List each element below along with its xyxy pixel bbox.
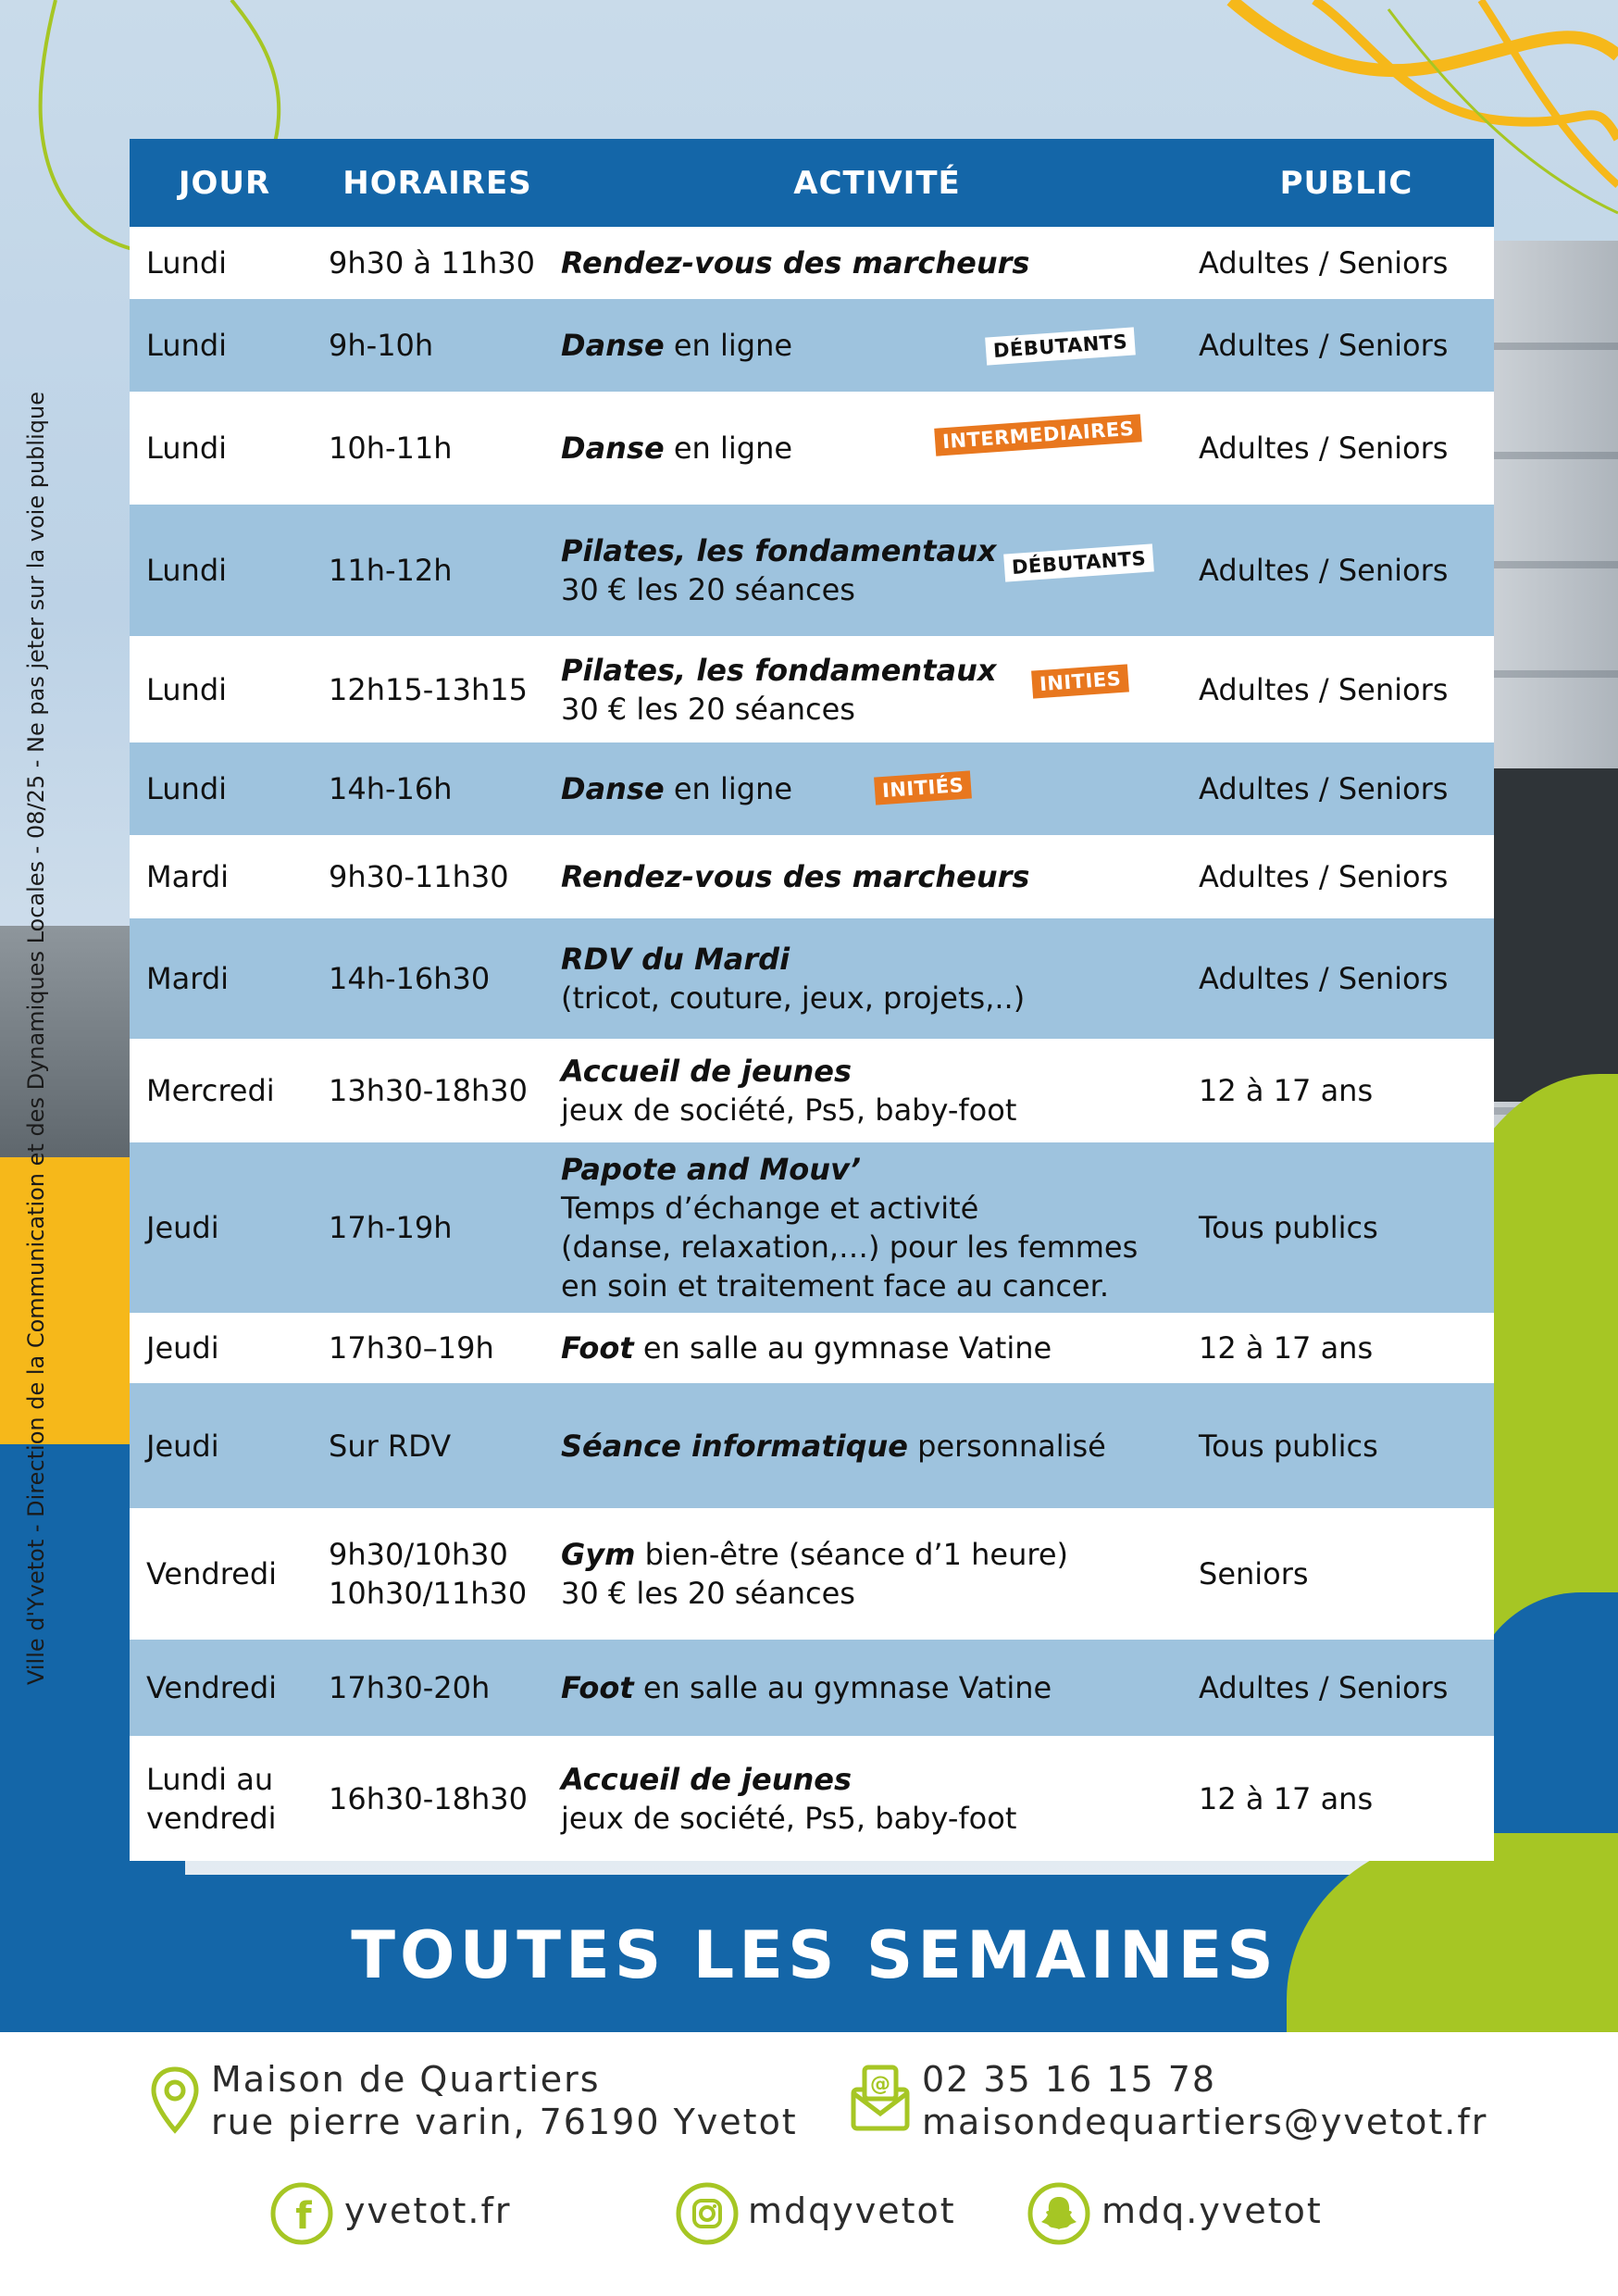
cell-public: Adultes / Seniors [1199, 771, 1449, 806]
cell-horaires [319, 551, 555, 590]
level-badge: DÉBUTANTS [1003, 543, 1154, 581]
horaire-line: 17h30–19h [329, 1330, 494, 1366]
activity-detail: jeux de société, Ps5, baby-foot [561, 1800, 1017, 1836]
table-row [130, 1508, 1494, 1640]
cell-public: Adultes / Seniors [1199, 859, 1449, 894]
cell-jour: Lundi [146, 553, 228, 588]
cell-activite [555, 1427, 1199, 1466]
header-jour: JOUR [178, 164, 271, 202]
activity-detail: jeux de société, Ps5, baby-foot [561, 1092, 1017, 1128]
facebook-icon [268, 2180, 335, 2247]
cell-jour: Mercredi [146, 1073, 275, 1108]
horaire-line: 13h30-18h30 [329, 1073, 528, 1108]
horaire-line: 14h-16h30 [329, 961, 491, 996]
activity-title: Rendez-vous des marcheurs [561, 859, 1030, 894]
horaire-line: 9h30-11h30 [329, 859, 509, 894]
cell-activite [555, 1668, 1199, 1707]
cell-jour: Lundi [146, 245, 228, 281]
header-horaires: HORAIRES [342, 164, 532, 202]
cell-jour: Lundi [146, 671, 228, 707]
mail-phone-icon [850, 2064, 911, 2132]
horaire-line: Sur RDV [329, 1428, 452, 1464]
activity-title: Gym [561, 1537, 636, 1572]
cell-public: Adultes / Seniors [1199, 671, 1449, 707]
cell-public: Adultes / Seniors [1199, 245, 1449, 281]
activity-detail: 30 € les 20 séances [561, 1576, 855, 1611]
level-badge: INITIES [1031, 664, 1129, 698]
level-badge: INITIÉS [874, 770, 972, 805]
address-name: Maison de Quartiers [211, 2059, 601, 2100]
svg-text:@: @ [870, 2073, 890, 2096]
horaire-line: 9h30/10h30 [329, 1537, 508, 1572]
cell-jour: Jeudi [146, 1330, 219, 1366]
table-body [130, 227, 1494, 1861]
cell-jour: Lundi au vendredi [146, 1761, 277, 1836]
cell-public: Adultes / Seniors [1199, 1670, 1449, 1705]
table-row [130, 636, 1494, 742]
horaire-line: 17h-19h [329, 1210, 453, 1245]
email-address[interactable]: maisondequartiers@yvetot.fr [922, 2102, 1488, 2142]
activity-title: Rendez-vous des marcheurs [561, 245, 1030, 281]
cell-horaires [319, 326, 555, 365]
cell-activite [555, 940, 1199, 1017]
table-row [130, 1313, 1494, 1383]
cell-jour: Mardi [146, 859, 230, 894]
cell-activite [555, 1150, 1199, 1305]
level-badge: INTERMEDIAIRES [934, 414, 1142, 456]
cell-activite [555, 1329, 1199, 1367]
cell-activite [555, 857, 1199, 896]
cell-horaires [319, 1668, 555, 1707]
cell-activite [555, 1052, 1199, 1129]
table-row [130, 1383, 1494, 1508]
horaire-line: 17h30-20h [329, 1670, 491, 1705]
activity-title: Accueil de jeunes [561, 1761, 853, 1797]
horaire-line: 9h-10h [329, 328, 434, 363]
header-activite: ACTIVITÉ [793, 164, 961, 202]
cell-activite [555, 1760, 1199, 1838]
cell-jour: Vendredi [146, 1556, 278, 1591]
cell-horaires [319, 1329, 555, 1367]
cell-jour: Lundi [146, 328, 228, 363]
building-shadow [1479, 768, 1618, 1102]
legal-notice: Ville d'Yvetot - Direction de la Communication et des Dynamiques Locales - 08/25 - Ne pas jeter sur la voie publique [23, 392, 49, 1685]
cell-horaires [319, 429, 555, 468]
cell-jour: Mardi [146, 961, 230, 996]
table-row [130, 227, 1494, 299]
cell-jour: Lundi [146, 771, 228, 806]
horaire-line: 12h15-13h15 [329, 671, 528, 707]
cell-public: Adultes / Seniors [1199, 553, 1449, 588]
activity-suffix: personnalisé [907, 1428, 1106, 1464]
activity-suffix: en ligne [664, 328, 793, 363]
cell-horaires [319, 959, 555, 998]
cell-horaires [319, 857, 555, 896]
cell-horaires [319, 769, 555, 808]
horaire-line: 10h30/11h30 [329, 1576, 528, 1611]
table-row [130, 1640, 1494, 1736]
cell-jour: Jeudi [146, 1428, 219, 1464]
activity-suffix: en salle au gymnase Vatine [633, 1330, 1052, 1366]
activity-title: Danse [561, 430, 665, 466]
cell-horaires [319, 1208, 555, 1247]
schedule-table [130, 139, 1494, 1861]
snapchat-handle[interactable]: mdq.yvetot [1101, 2190, 1323, 2231]
cell-public: Adultes / Seniors [1199, 328, 1449, 363]
cell-activite [555, 243, 1199, 282]
cell-horaires [319, 1779, 555, 1818]
table-row [130, 505, 1494, 636]
weekly-title: TOUTES LES SEMAINES [351, 1917, 1278, 1993]
cell-jour: Vendredi [146, 1670, 278, 1705]
cell-public: 12 à 17 ans [1199, 1330, 1374, 1366]
level-badge: DÉBUTANTS [985, 327, 1136, 365]
activity-suffix: en salle au gymnase Vatine [633, 1670, 1052, 1705]
location-pin-icon [150, 2065, 200, 2136]
table-row [130, 392, 1494, 505]
activity-title: Pilates, les fondamentaux [561, 533, 997, 568]
activity-suffix: en ligne [664, 771, 793, 806]
activity-title: Séance informatique [561, 1428, 908, 1464]
activity-title: Danse [561, 328, 665, 363]
table-row [130, 1736, 1494, 1861]
activity-detail: en soin et traitement face au cancer. [561, 1268, 1109, 1304]
horaire-line: 16h30-18h30 [329, 1780, 528, 1816]
horaire-line: 14h-16h [329, 771, 453, 806]
cell-public: Adultes / Seniors [1199, 961, 1449, 996]
instagram-icon [674, 2180, 741, 2247]
table-row [130, 918, 1494, 1039]
table-row [130, 835, 1494, 918]
instagram-handle[interactable]: mdqyvetot [748, 2190, 956, 2231]
table-header [130, 139, 1494, 227]
cell-horaires [319, 243, 555, 282]
cell-public: Adultes / Seniors [1199, 430, 1449, 466]
cell-public: Seniors [1199, 1556, 1309, 1591]
cell-horaires [319, 1071, 555, 1110]
activity-detail: (danse, relaxation,…) pour les femmes [561, 1229, 1139, 1265]
cell-public: 12 à 17 ans [1199, 1780, 1374, 1816]
address-street: rue pierre varin, 76190 Yvetot [211, 2102, 798, 2142]
table-row [130, 742, 1494, 835]
activity-detail: (tricot, couture, jeux, projets,..) [561, 980, 1026, 1016]
snapchat-icon [1026, 2180, 1092, 2247]
activity-detail: 30 € les 20 séances [561, 572, 855, 607]
activity-title: RDV du Mardi [561, 942, 790, 977]
cell-horaires [319, 1535, 555, 1613]
svg-text:f: f [295, 2195, 312, 2238]
cell-jour: Jeudi [146, 1210, 219, 1245]
activity-suffix: en ligne [664, 430, 793, 466]
activity-suffix: bien-être (séance d’1 heure) [635, 1537, 1068, 1572]
table-row [130, 1039, 1494, 1142]
activity-title: Pilates, les fondamentaux [561, 652, 997, 688]
facebook-handle[interactable]: yvetot.fr [344, 2190, 512, 2231]
horaire-line: 9h30 à 11h30 [329, 245, 536, 281]
table-row [130, 1142, 1494, 1313]
cell-public: 12 à 17 ans [1199, 1073, 1374, 1108]
cell-jour: Lundi [146, 430, 228, 466]
activity-title: Papote and Mouv’ [561, 1152, 862, 1187]
phone-number[interactable]: 02 35 16 15 78 [922, 2059, 1217, 2100]
cell-public: Tous publics [1199, 1428, 1378, 1464]
activity-detail: Temps d’échange et activité [561, 1191, 979, 1226]
cell-public: Tous publics [1199, 1210, 1378, 1245]
activity-title: Accueil de jeunes [561, 1054, 853, 1089]
contact-footer [0, 2032, 1618, 2296]
cell-horaires [319, 1427, 555, 1466]
header-public: PUBLIC [1279, 164, 1413, 202]
horaire-line: 10h-11h [329, 430, 453, 466]
activity-title: Foot [561, 1330, 634, 1366]
horaire-line: 11h-12h [329, 553, 453, 588]
cell-activite [555, 1535, 1199, 1613]
activity-title: Danse [561, 771, 665, 806]
activity-title: Foot [561, 1670, 634, 1705]
cell-horaires [319, 670, 555, 709]
activity-detail: 30 € les 20 séances [561, 691, 855, 727]
table-row [130, 299, 1494, 392]
